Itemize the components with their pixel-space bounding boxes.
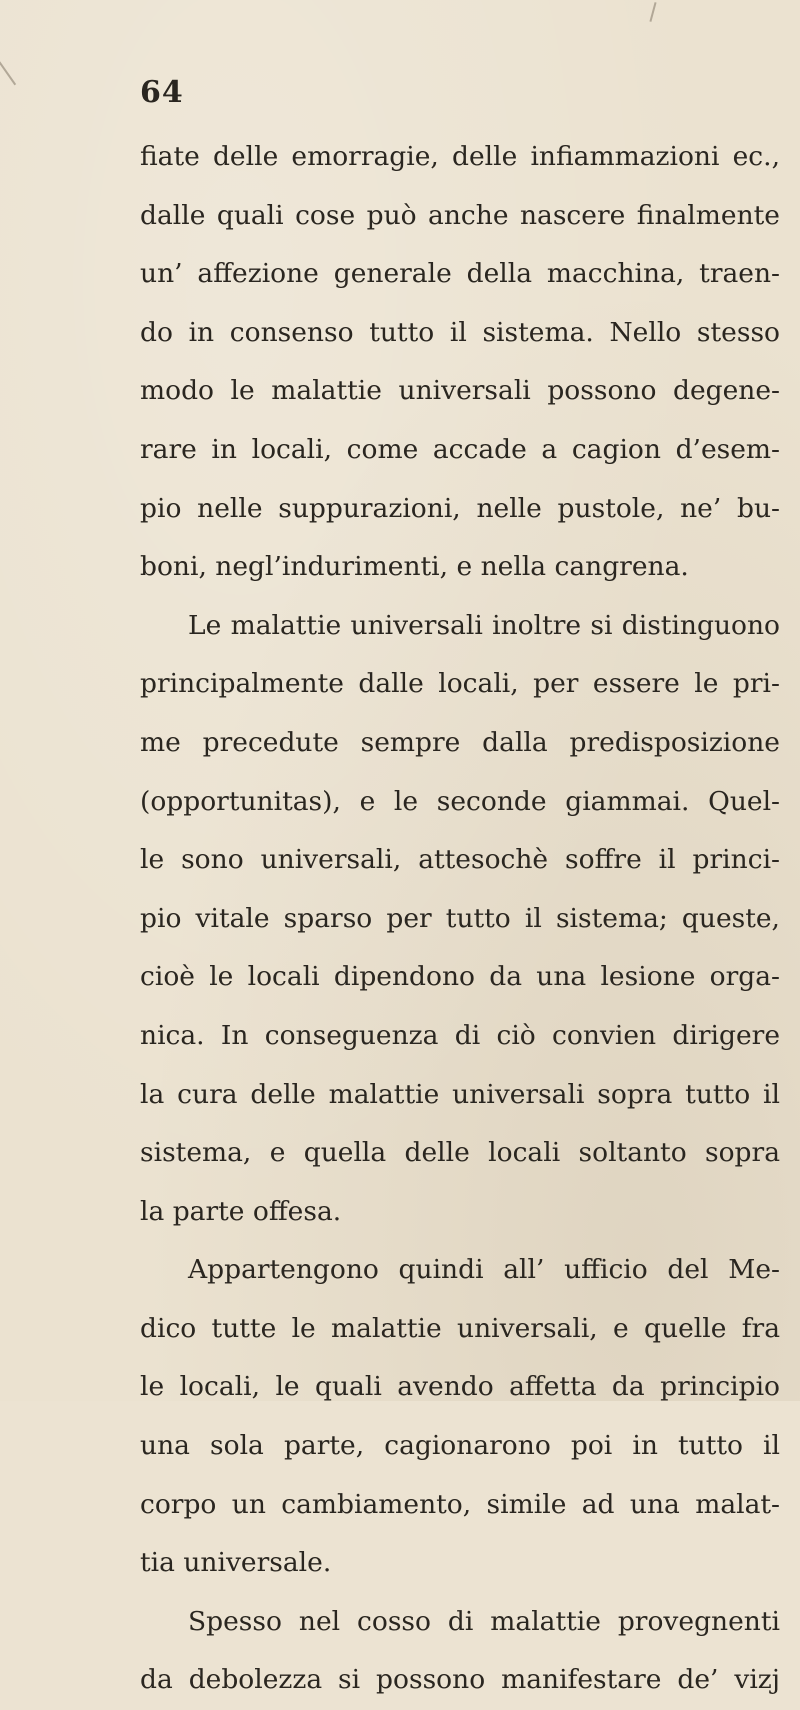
page-number: 64 bbox=[140, 75, 184, 110]
text-line: dalle quali cose può anche nascere finalmente bbox=[140, 199, 780, 231]
text-line: la cura delle malattie universali sopra tutto il bbox=[140, 1078, 780, 1110]
text-line: la parte offesa. bbox=[140, 1195, 342, 1227]
text-line: do in consenso tutto il sistema. Nello stesso bbox=[140, 316, 780, 348]
text-line: Spesso nel cosso di malattie provegnenti bbox=[188, 1605, 780, 1637]
text-line: cioè le locali dipendono da una lesione orga- bbox=[140, 961, 780, 993]
text-line: le locali, le quali avendo affetta da principio bbox=[140, 1371, 780, 1403]
text-line: boni, negl’indurimenti, e nella cangrena. bbox=[140, 551, 689, 583]
text-line: Le malattie universali inoltre si distinguono bbox=[188, 609, 780, 641]
text-line: sistema, e quella delle locali soltanto sopra bbox=[140, 1137, 780, 1169]
body-text bbox=[140, 128, 780, 1710]
text-line: pio nelle suppurazioni, nelle pustole, ne’ bu- bbox=[140, 492, 780, 524]
page-edge-mark-left bbox=[0, 55, 16, 86]
text-line: Appartengono quindi all’ ufficio del Me- bbox=[188, 1254, 780, 1286]
text-line: me precedute sempre dalla predisposizione bbox=[140, 726, 780, 758]
text-line: fiate delle emorragie, delle infiammazioni ec., bbox=[140, 141, 780, 172]
text-line: modo le malattie universali possono degene- bbox=[140, 375, 780, 407]
text-line: rare in locali, come accade a cagion d’esem- bbox=[140, 433, 780, 465]
text-line: nica. In conseguenza di ciò convien dirigere bbox=[140, 1019, 780, 1051]
text-line: una sola parte, cagionarono poi in tutto il bbox=[140, 1430, 780, 1462]
text-line: (opportunitas), e le seconde giammai. Quel- bbox=[140, 785, 780, 817]
text-line: tia universale. bbox=[140, 1547, 332, 1579]
text-line: principalmente dalle locali, per essere le pri- bbox=[140, 668, 780, 700]
text-line: corpo un cambiamento, simile ad una malat- bbox=[140, 1488, 780, 1520]
text-line: dico tutte le malattie universali, e quelle fra bbox=[140, 1312, 780, 1344]
text-line: pio vitale sparso per tutto il sistema; queste, bbox=[140, 902, 780, 934]
page-edge-mark-right bbox=[649, 2, 656, 22]
text-line: un’ affezione generale della macchina, traen- bbox=[140, 258, 780, 290]
text-line: le sono universali, attesochè soffre il princi- bbox=[140, 844, 780, 876]
text-line: da debolezza si possono manifestare de’ vizj bbox=[140, 1664, 780, 1696]
